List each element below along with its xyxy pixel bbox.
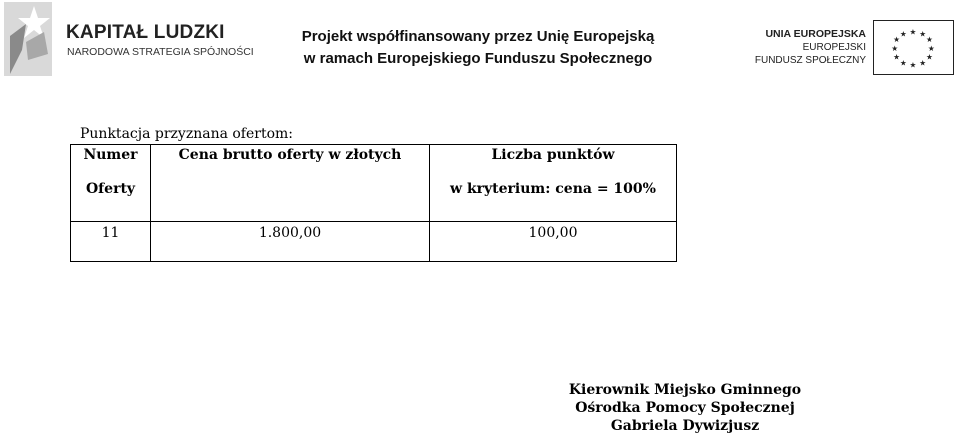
signature-line-2: Ośrodka Pomocy Społecznej	[575, 400, 795, 416]
svg-text:★: ★	[893, 35, 901, 45]
header-cell-points	[430, 145, 677, 222]
table-header-row	[71, 145, 677, 222]
eu-logo-text	[750, 28, 866, 67]
header-cell-price	[151, 145, 430, 222]
table-row	[71, 222, 677, 262]
project-line-2: w ramach Europejskiego Funduszu Społecznego	[303, 50, 653, 67]
score-table	[70, 144, 677, 262]
score-caption: Punktacja przyznana ofertom:	[80, 126, 294, 142]
page-header	[0, 0, 959, 80]
offer-price-value: 1.800,00	[258, 225, 322, 241]
header-number-top: Numer	[83, 147, 138, 163]
header-cell-number	[71, 145, 151, 222]
svg-text:★: ★	[891, 43, 899, 53]
header-number-bottom: Oferty	[85, 181, 136, 197]
kapital-ludzki-logo-icon	[4, 2, 52, 76]
svg-text:★: ★	[919, 58, 927, 68]
svg-text:★: ★	[927, 43, 935, 53]
svg-text:★: ★	[919, 29, 927, 39]
eu-line-3: FUNDUSZ SPOŁECZNY	[754, 55, 866, 66]
svg-text:★: ★	[899, 29, 907, 39]
svg-text:★: ★	[925, 35, 933, 45]
header-price-top: Cena brutto oferty w złotych	[178, 147, 402, 163]
eu-line-1: UNIA EUROPEJSKA	[765, 28, 866, 40]
svg-text:★: ★	[893, 52, 901, 62]
header-points-top: Liczba punktów	[491, 147, 615, 163]
eu-line-2: EUROPEJSKI	[802, 42, 866, 53]
svg-text:★: ★	[899, 58, 907, 68]
offer-number-value: 11	[101, 225, 120, 241]
project-cofinancing-text	[268, 26, 688, 70]
cell-offer-price	[151, 222, 430, 262]
kapital-ludzki-title: KAPITAŁ LUDZKI	[66, 22, 225, 43]
signature-line-3: Gabriela Dywizjusz	[610, 418, 760, 434]
project-line-1: Projekt współfinansowany przez Unię Europejską	[301, 28, 655, 45]
kapital-ludzki-subtitle: NARODOWA STRATEGIA SPÓJNOŚCI	[67, 46, 254, 58]
cell-offer-points	[430, 222, 677, 262]
signature-line-1: Kierownik Miejsko Gminnego	[568, 382, 802, 398]
header-points-bottom: w kryterium: cena = 100%	[450, 181, 656, 197]
signature-block	[560, 381, 810, 435]
svg-text:★: ★	[909, 27, 917, 37]
svg-text:★: ★	[925, 52, 933, 62]
offer-points-value: 100,00	[528, 225, 578, 241]
eu-flag-icon	[873, 20, 954, 75]
svg-text:★: ★	[909, 60, 917, 70]
cell-offer-number	[71, 222, 151, 262]
